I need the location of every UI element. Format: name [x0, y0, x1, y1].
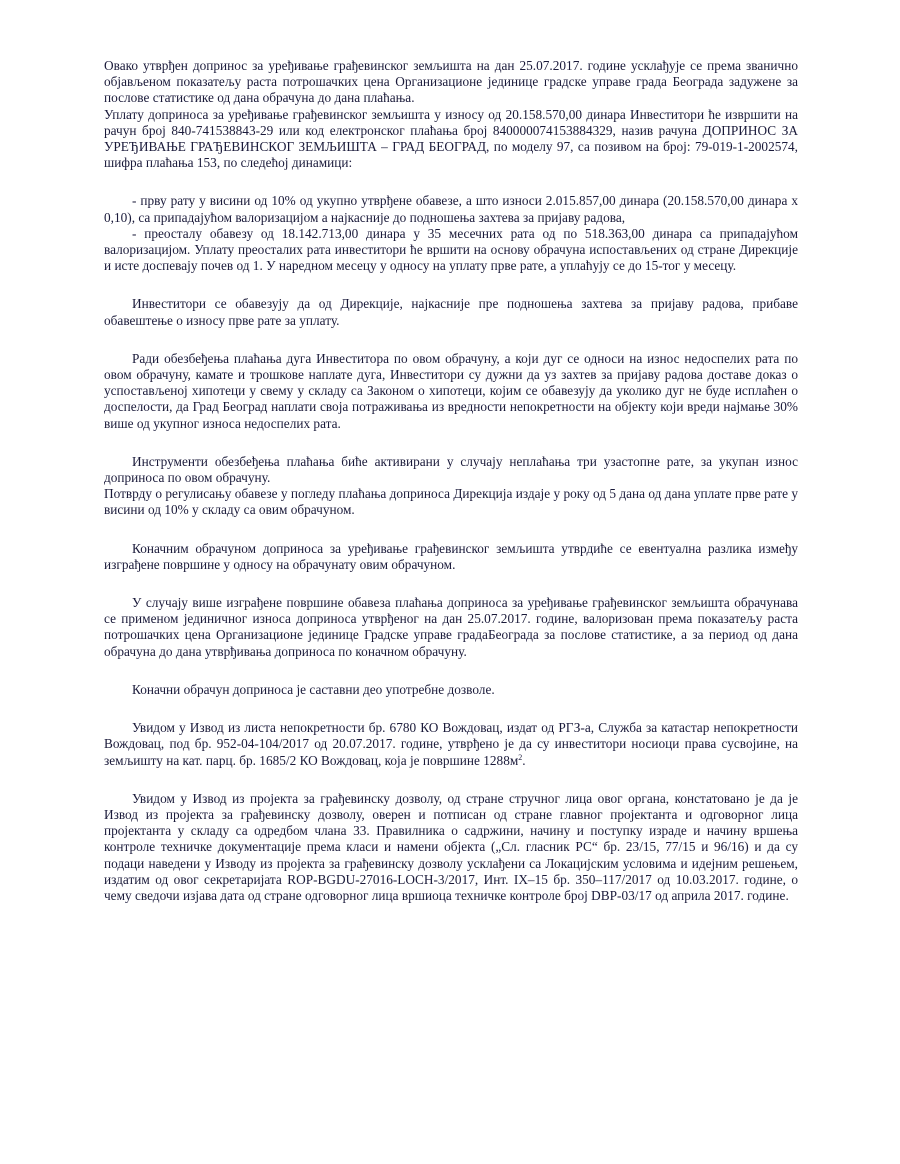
paragraph-payment-instructions: Уплату доприноса за уређивање грађевинског земљишта у износу од 20.158.570,00 динара Инвеститори ће извршити на рачун број 840-741538843-29 или код електронског плаћања број 840000074153884329, назив рачуна ДОПРИНОС ЗА УРЕЂИВАЊЕ ГРАЂЕВИНСКОГ ЗЕМЉИШТА – ГРАД БЕОГРАД, по моделу 97, са позивом на број: 79-019-1-2002574, шифра плаћања 153, по следећој динамици: — [104, 106, 798, 171]
paragraph-security-instruments: Инструменти обезбеђења плаћања биће активирани у случају неплаћања три узастопне рате, за укупан износ доприноса по овом обрачуну. — [104, 453, 798, 486]
paragraph-final-calc-part: Коначни обрачун доприноса је саставни део употребне дозволе. — [132, 681, 495, 697]
paragraph-contribution-adjustment: Овако утврђен допринос за уређивање грађевинског земљишта на дан 25.07.2017. године усклађује се према званично објављеном показатељу раста потрошачких цена Организационе јединице градске управе града Београда задужене за послове статистике од дана обрачуна до дана плаћања. — [104, 58, 798, 106]
paragraph-debt-security: Ради обезбеђења плаћања дуга Инвеститора по овом обрачуну, а који дуг се односи на износ недоспелих рата по овом обрачуну, камате и трошкове наплате дуга, Инвеститори су дужни да уз захтев за пријаву радова доставе доказ о успостављеној хипотеци у свему у складу са Законом о хипотеци, којим се обавезују да уколико дуг не буде исплаћен о доспелости, да Град Београд наплати своја потраживања из вредности непокретности на објекту који вреди најмање 30% више од укупног износа недоспелих рата. — [104, 350, 798, 431]
paragraph-confirmation: Потврду о регулисању обавезе у погледу плаћања доприноса Дирекција издаје у року од 5 дана од дана уплате прве рате у висини од 10% у складу са овим обрачуном. — [104, 486, 798, 518]
superscript-2: 2 — [518, 752, 523, 762]
paragraph-investor-obligation: Инвеститори се обавезују да од Дирекције, најкасније пре подношења захтева за пријаву радова, прибаве обавештење о износу прве рате за уплату. — [104, 296, 798, 328]
property-extract-end: . — [522, 752, 526, 768]
property-extract-text: Увидом у Извод из листа непокретности бр. 6780 КО Вождовац, издат од РГЗ-а, Служба за катастар непокретности Вождовац, под бр. 952-04-104/2017 од 20.07.2017. године, утврђено је да су инвеститори носиоци права сусвојине, на земљишту на кат. парц. бр. 1685/2 КО Вождовац, која је површине 1288м — [104, 720, 798, 768]
document-page — [104, 58, 798, 904]
paragraph-larger-area: У случају више изграђене површине обавеза плаћања доприноса за уређивање грађевинског земљишта обрачунава се применом јединичног износа доприноса утврђеног на дан 25.07.2017. године, валоризован према показатељу раста потрошачких цена Организационе јединице Градске управе градаБеограда за послове статистике, а за период од дана обрачуна до дана утврђивања доприноса по коначном обрачуну. — [104, 595, 798, 659]
paragraph-final-calculation: Коначним обрачуном доприноса за уређивање грађевинског земљишта утврдиће се евентуална разлика између изграђене површине у односу на обрачунату овим обрачуном. — [104, 540, 798, 572]
paragraph-project-extract: Увидом у Извод из пројекта за грађевинску дозволу, од стране стручног лица овог органа, констатовано је да је Извод из пројекта за грађевинску дозволу, оверен и потписан од стране главног пројектанта и одговорног лица пројектанта у складу са одредбом члана 33. Правилника о садржини, начину и поступку израде и начину вршења контроле техничке документације према класи и намени објекта („Сл. гласник РС“ бр. 23/15, 77/15 и 96/16) и да су подаци наведени у Изводу из пројекта за грађевинску дозволу усклађени са Локацијским условима и идејним решењем, издатим од овог секретаријата ROP-BGDU-27016-LOCH-3/2017, Инт. IX–15 бр. 350–117/2017 од 10.03.2017. године, о чему сведочи изјава дата од стране одговорног лица вршиоца техничке контроле број DBP-03/17 од априла 2017. године. — [104, 790, 798, 903]
list-item-remaining-installments: - преосталу обавезу од 18.142.713,00 динара у 35 месечних рата од по 518.363,00 динара са припадајућом валоризацијом. Уплату преосталих рата инвеститори ће вршити на основу обрачуна испостављених од стране Дирекције и исте доспевају почев од 1. У наредном месецу у односу на уплату прве рате, а уплаћују се до 15-тог у месецу. — [104, 225, 798, 274]
list-item-first-installment: - прву рату у висини од 10% од укупно утврђене обавезе, а што износи 2.015.857,00 динара (20.158.570,00 динара х 0,10), са припадајућом валоризацијом а најкасније до подношења захтева за пријаву радова, — [104, 193, 798, 225]
paragraph-property-extract — [104, 720, 798, 769]
